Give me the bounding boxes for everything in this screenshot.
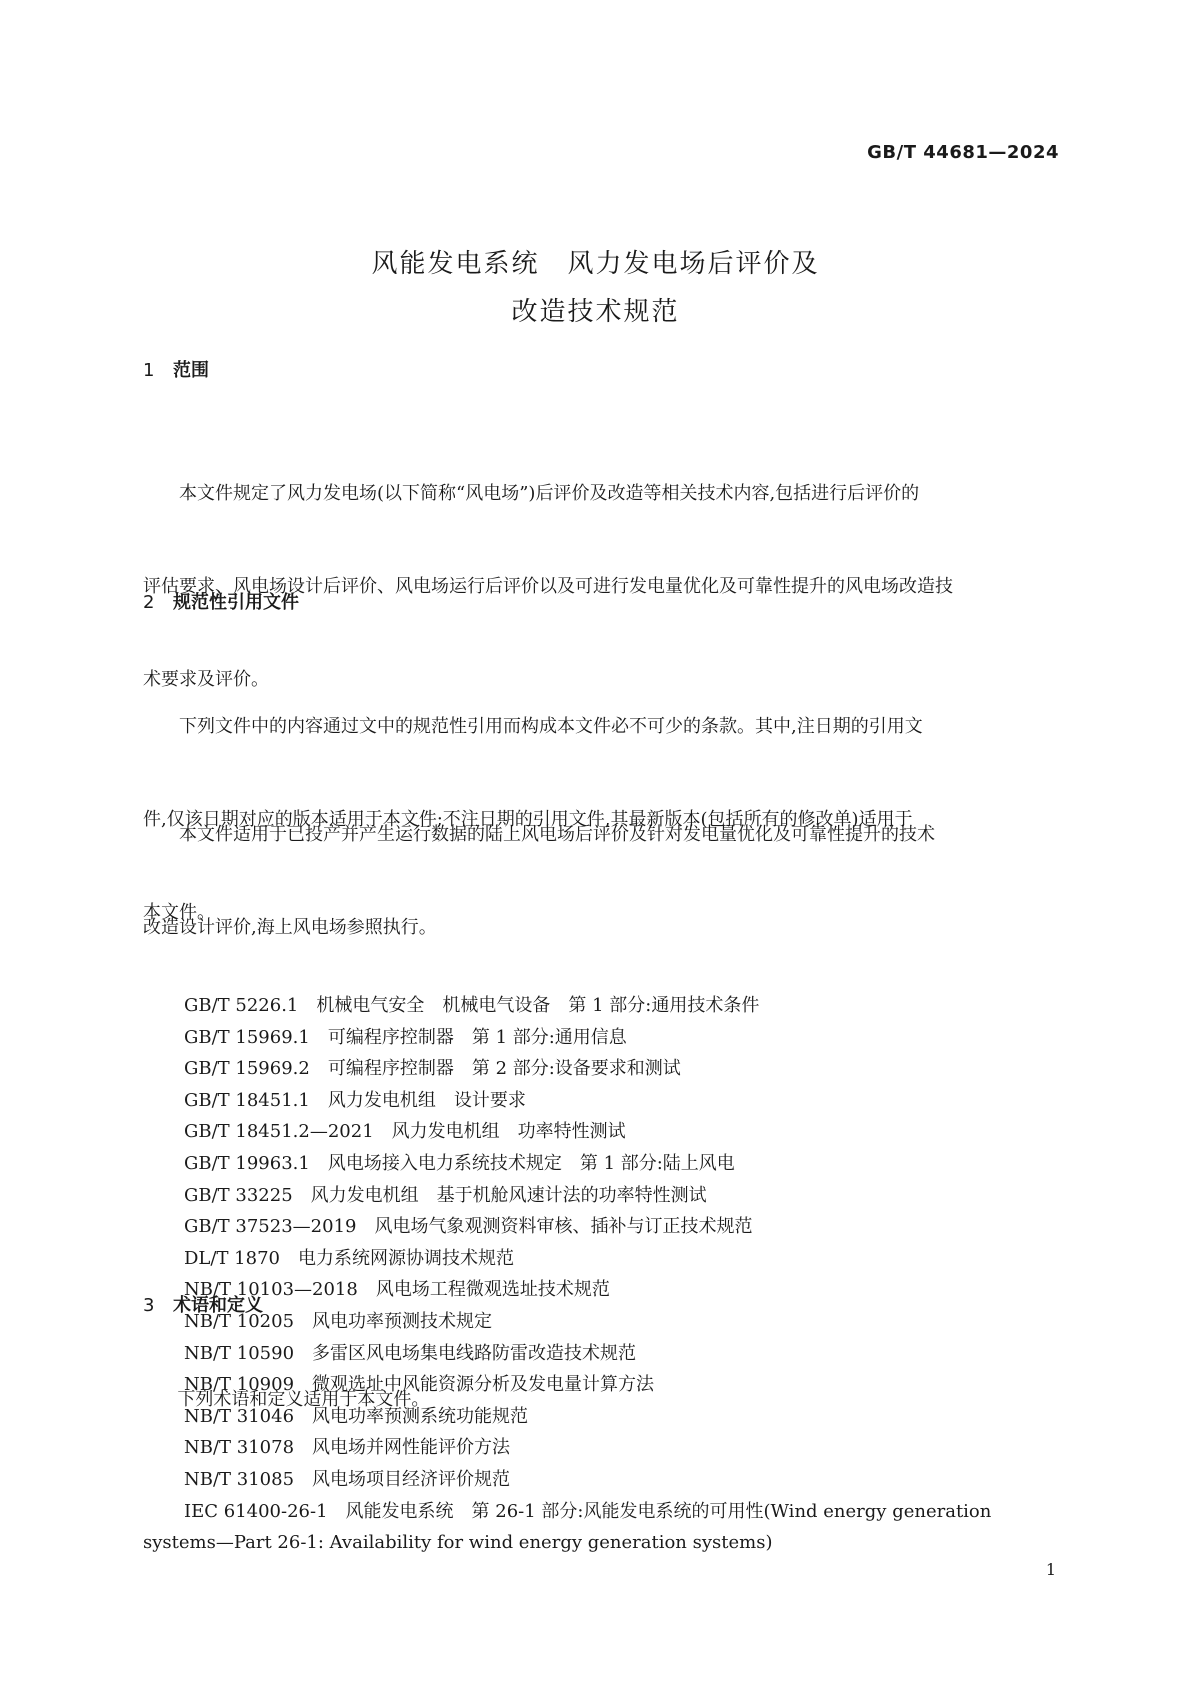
- section-number: 2: [143, 592, 155, 613]
- reference-title: 风力发电机组 设计要求: [327, 1089, 526, 1111]
- section-heading: [143, 356, 1061, 386]
- paragraph-line: 术要求及评价。: [143, 669, 269, 690]
- reference-title: 微观选址中风能资源分析及发电量计算方法: [312, 1374, 655, 1396]
- reference-code: DL/T 1870: [184, 1247, 280, 1269]
- reference-title: 多雷区风电场集电线路防雷改造技术规范: [312, 1342, 637, 1364]
- reference-item: [143, 1243, 1061, 1275]
- paragraph-line: 下列术语和定义适用于本文件。: [177, 1389, 430, 1410]
- reference-title: 可编程序控制器 第 1 部分:通用信息: [327, 1026, 627, 1048]
- reference-code: GB/T 15969.2: [184, 1058, 310, 1080]
- reference-item: [143, 1053, 1061, 1085]
- reference-title: 机械电气安全 机械电气设备 第 1 部分:通用技术条件: [316, 995, 760, 1016]
- reference-title-continued: systems—Part 26-1: Availability for wind energy generation systems): [143, 1532, 773, 1554]
- reference-title: 风电功率预测技术规定: [312, 1310, 493, 1332]
- reference-item: [143, 1085, 1061, 1117]
- reference-title: 风力发电机组 基于机舱风速计法的功率特性测试: [310, 1184, 707, 1206]
- section-heading: [143, 588, 1061, 618]
- reference-code: IEC 61400-26-1: [184, 1500, 328, 1522]
- section-number: 1: [143, 360, 155, 381]
- reference-title: 风电场接入电力系统技术规定 第 1 部分:陆上风电: [327, 1152, 735, 1174]
- paragraph-line: 本文件适用于已投产并产生运行数据的陆上风电场后评价及针对发电量优化及可靠性提升的技术: [179, 824, 935, 845]
- reference-title: 风能发电系统 第 26-1 部分:风能发电系统的可用性(Wind energy generation: [345, 1500, 992, 1522]
- paragraph-line: 本文件规定了风力发电场(以下简称“风电场”)后评价及改造等相关技术内容,包括进行后评价的: [179, 483, 920, 504]
- reference-item: [143, 1116, 1061, 1148]
- title-line-1: 风能发电系统 风力发电场后评价及: [371, 249, 820, 279]
- reference-title: 风电场工程微观选址技术规范: [375, 1279, 610, 1301]
- reference-code: NB/T 10103—2018: [184, 1279, 358, 1301]
- paragraph-line: 下列文件中的内容通过文中的规范性引用而构成本文件必不可少的条款。其中,注日期的引用文: [179, 716, 923, 737]
- section-title: 术语和定义: [173, 1295, 263, 1316]
- reference-title: 风力发电机组 功率特性测试: [391, 1121, 626, 1143]
- references-intro: [143, 649, 1061, 990]
- paragraph-line: 本文件。: [143, 902, 215, 923]
- reference-item: [143, 1211, 1061, 1243]
- reference-code: NB/T 31046: [184, 1405, 295, 1427]
- reference-code: GB/T 18451.1: [184, 1089, 310, 1111]
- paragraph-line: 件,仅该日期对应的版本适用于本文件;不注日期的引用文件,其最新版本(包括所有的修改单)适用于: [143, 809, 913, 830]
- reference-code: GB/T 5226.1: [184, 995, 299, 1016]
- reference-code: GB/T 19963.1: [184, 1152, 310, 1174]
- reference-title: 风电场并网性能评价方法: [312, 1437, 511, 1459]
- reference-code: GB/T 33225: [184, 1184, 293, 1206]
- paragraph-line: 评估要求、风电场设计后评价、风电场运行后评价以及可进行发电量优化及可靠性提升的风电场改造技: [143, 576, 953, 597]
- reference-code: GB/T 15969.1: [184, 1026, 310, 1048]
- reference-item: [143, 1180, 1061, 1212]
- page-number: 1: [1045, 1560, 1056, 1579]
- reference-code: NB/T 31078: [184, 1437, 295, 1459]
- section-terms-definitions: [143, 1291, 1061, 1446]
- reference-code: NB/T 10590: [184, 1342, 295, 1364]
- standard-code: GB/T 44681—2024: [867, 142, 1059, 163]
- paragraph-line: 改造设计评价,海上风电场参照执行。: [143, 917, 437, 938]
- reference-item: [143, 1464, 1061, 1496]
- reference-item: [143, 1022, 1061, 1054]
- reference-code: NB/T 10205: [184, 1310, 295, 1332]
- document-title: [0, 240, 1191, 336]
- reference-title: 可编程序控制器 第 2 部分:设备要求和测试: [327, 1058, 681, 1080]
- reference-item: [143, 990, 1061, 1022]
- section-title: 范围: [173, 360, 209, 381]
- section-number: 3: [143, 1295, 155, 1316]
- reference-code: GB/T 37523—2019: [184, 1216, 357, 1238]
- reference-code: NB/T 10909: [184, 1374, 295, 1396]
- reference-code: NB/T 31085: [184, 1468, 295, 1490]
- reference-title: 风电场项目经济评价规范: [312, 1468, 511, 1490]
- title-line-2: 改造技术规范: [511, 297, 680, 327]
- reference-code: GB/T 18451.2—2021: [184, 1121, 374, 1143]
- reference-title: 风电功率预测系统功能规范: [312, 1405, 529, 1427]
- terms-paragraph: [143, 1353, 1061, 1446]
- reference-item-iec: [143, 1496, 1061, 1559]
- reference-title: 电力系统网源协调技术规范: [298, 1247, 514, 1269]
- section-title: 规范性引用文件: [173, 592, 299, 613]
- reference-item: [143, 1148, 1061, 1180]
- reference-title: 风电场气象观测资料审核、插补与订正技术规范: [374, 1216, 753, 1238]
- section-heading: [143, 1291, 1061, 1321]
